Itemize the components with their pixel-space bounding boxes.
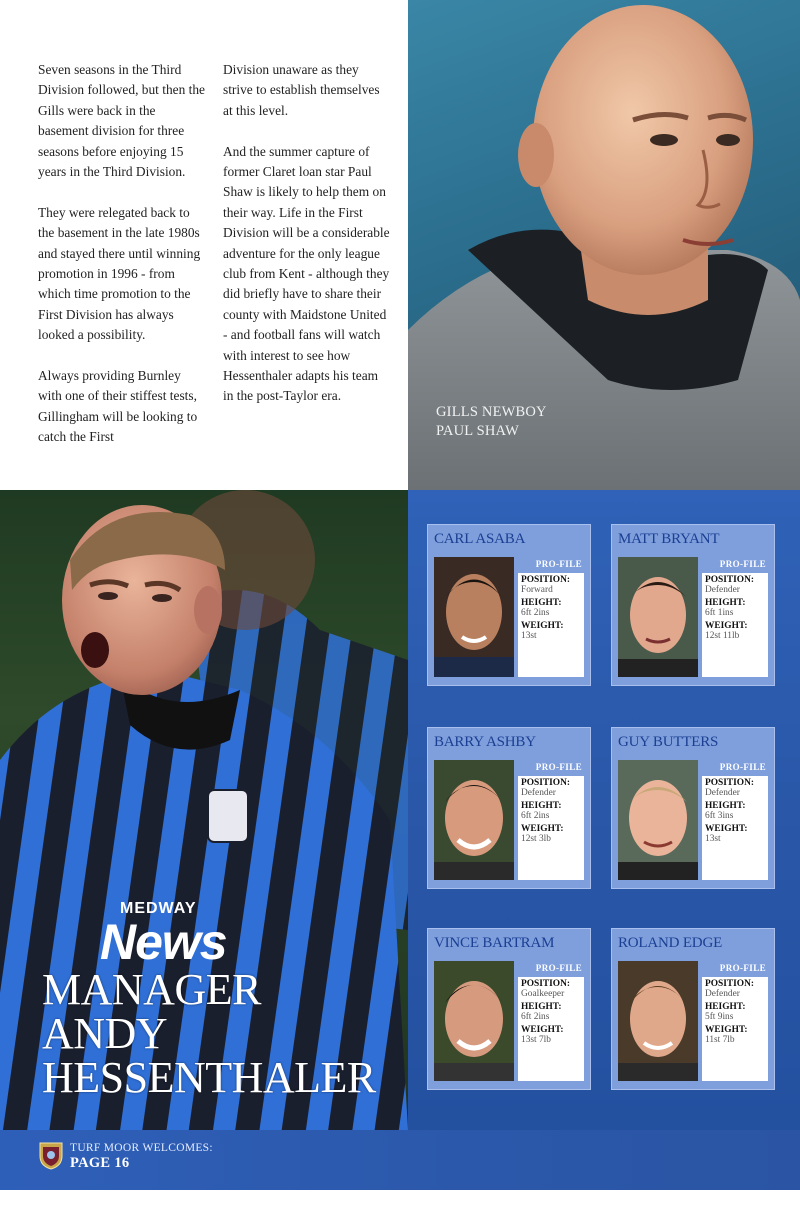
player-stats [518, 977, 584, 1081]
player-face [434, 557, 514, 677]
height-label: HEIGHT: [521, 597, 562, 608]
player-stats [702, 977, 768, 1081]
position-label: POSITION: [705, 778, 754, 788]
position-label: POSITION: [705, 575, 754, 585]
player-name: VINCE BARTRAM [434, 935, 555, 951]
position-value: Defender [521, 788, 556, 799]
height-label: HEIGHT: [705, 1001, 746, 1012]
article-column-left [38, 60, 206, 468]
player-name: BARRY ASHBY [434, 734, 536, 750]
weight-value: 12st 11lb [705, 631, 740, 642]
player-photo [434, 760, 514, 880]
profile-tag: PRO-FILE [535, 559, 582, 569]
position-value: Defender [705, 585, 740, 596]
weight-value: 13st 7lb [521, 1035, 551, 1046]
caption-line: GILLS NEWBOY [436, 404, 547, 420]
weight-label: WEIGHT: [521, 1024, 564, 1035]
weight-value: 13st [705, 834, 721, 845]
height-label: HEIGHT: [521, 1001, 562, 1012]
article-column-right [223, 60, 391, 427]
article-paragraph: Always providing Burnley with one of their stiffest tests, Gillingham will be looking to catch the First [38, 368, 198, 445]
footer-welcome: TURF MOOR WELCOMES: [70, 1142, 213, 1154]
position-label: POSITION: [521, 575, 570, 585]
player-card [427, 928, 591, 1090]
player-name: ROLAND EDGE [618, 935, 723, 951]
weight-value: 13st [521, 631, 537, 642]
player-stats [702, 776, 768, 880]
player-face [618, 557, 698, 677]
player-photo [434, 961, 514, 1081]
profile-tag: PRO-FILE [535, 963, 582, 973]
height-label: HEIGHT: [705, 597, 746, 608]
player-stats [518, 573, 584, 677]
player-face [618, 961, 698, 1081]
position-value: Goalkeeper [521, 989, 565, 1000]
player-card [427, 727, 591, 889]
weight-label: WEIGHT: [521, 620, 564, 631]
article-paragraph: Seven seasons in the Third Division followed, but then the Gills were back in the basement division for three seasons before enjoying 15 years in the Third Division. [38, 62, 205, 180]
weight-value: 12st 3lb [521, 834, 551, 845]
height-value: 6ft 2ins [521, 811, 550, 822]
page-margin [0, 1190, 800, 1218]
page-number: PAGE 16 [70, 1155, 130, 1171]
player-card [611, 928, 775, 1090]
player-name: CARL ASABA [434, 531, 526, 547]
caption-line: PAUL SHAW [436, 423, 519, 439]
player-stats [702, 573, 768, 677]
height-value: 6ft 2ins [521, 1012, 550, 1023]
manager-title-line: HESSENTHALER [42, 1053, 376, 1102]
club-crest-icon [38, 1140, 64, 1170]
weight-label: WEIGHT: [521, 823, 564, 834]
article-section [0, 0, 408, 490]
height-label: HEIGHT: [521, 800, 562, 811]
article-paragraph: And the summer capture of former Claret loan star Paul Shaw is likely to help them on their way. Life in the First Division will be a considerable adventure for the only league club from Kent - although they did briefly have to share their county with Maidstone United - and football fans will watch with interest to see how Hessenthaler adapts his team in the post-Taylor era. [223, 143, 390, 404]
shirt-sponsor [100, 900, 227, 970]
height-value: 6ft 1ins [705, 608, 734, 619]
player-stats [518, 776, 584, 880]
position-value: Defender [705, 989, 740, 1000]
article-paragraph: They were relegated back to the basement in the late 1980s and stayed there until winning promotion in 1996 - from which time promotion to the First Division has always looked a possibility. [38, 204, 201, 343]
profile-tag: PRO-FILE [719, 762, 766, 772]
position-value: Forward [521, 585, 553, 596]
page-footer [0, 1130, 800, 1190]
player-photo [618, 961, 698, 1081]
player-card [611, 727, 775, 889]
position-label: POSITION: [521, 778, 570, 788]
manager-title-line: ANDY [42, 1009, 168, 1058]
weight-label: WEIGHT: [705, 823, 748, 834]
manager-title-line: MANAGER [42, 965, 261, 1014]
player-face [434, 961, 514, 1081]
sponsor-line-large: News [100, 914, 227, 970]
weight-label: WEIGHT: [705, 1024, 748, 1035]
player-face [618, 760, 698, 880]
player-photo [618, 557, 698, 677]
position-label: POSITION: [521, 979, 570, 989]
player-photo [434, 557, 514, 677]
sponsor-line-small: MEDWAY [120, 900, 197, 917]
position-value: Defender [705, 788, 740, 799]
height-label: HEIGHT: [705, 800, 746, 811]
profile-tag: PRO-FILE [719, 559, 766, 569]
position-label: POSITION: [705, 979, 754, 989]
player-face [434, 760, 514, 880]
profile-tag: PRO-FILE [535, 762, 582, 772]
player-name: MATT BRYANT [618, 531, 720, 547]
player-card [427, 524, 591, 686]
player-card [611, 524, 775, 686]
weight-label: WEIGHT: [705, 620, 748, 631]
article-paragraph: Division unaware as they strive to establish themselves at this level. [223, 62, 380, 118]
paul-shaw-caption [436, 403, 547, 441]
height-value: 6ft 3ins [705, 811, 734, 822]
manager-title [42, 965, 376, 1102]
height-value: 6ft 2ins [521, 608, 550, 619]
player-photo [618, 760, 698, 880]
player-name: GUY BUTTERS [618, 734, 719, 750]
profile-tag: PRO-FILE [719, 963, 766, 973]
height-value: 5ft 9ins [705, 1012, 734, 1023]
weight-value: 11st 7lb [705, 1035, 735, 1046]
